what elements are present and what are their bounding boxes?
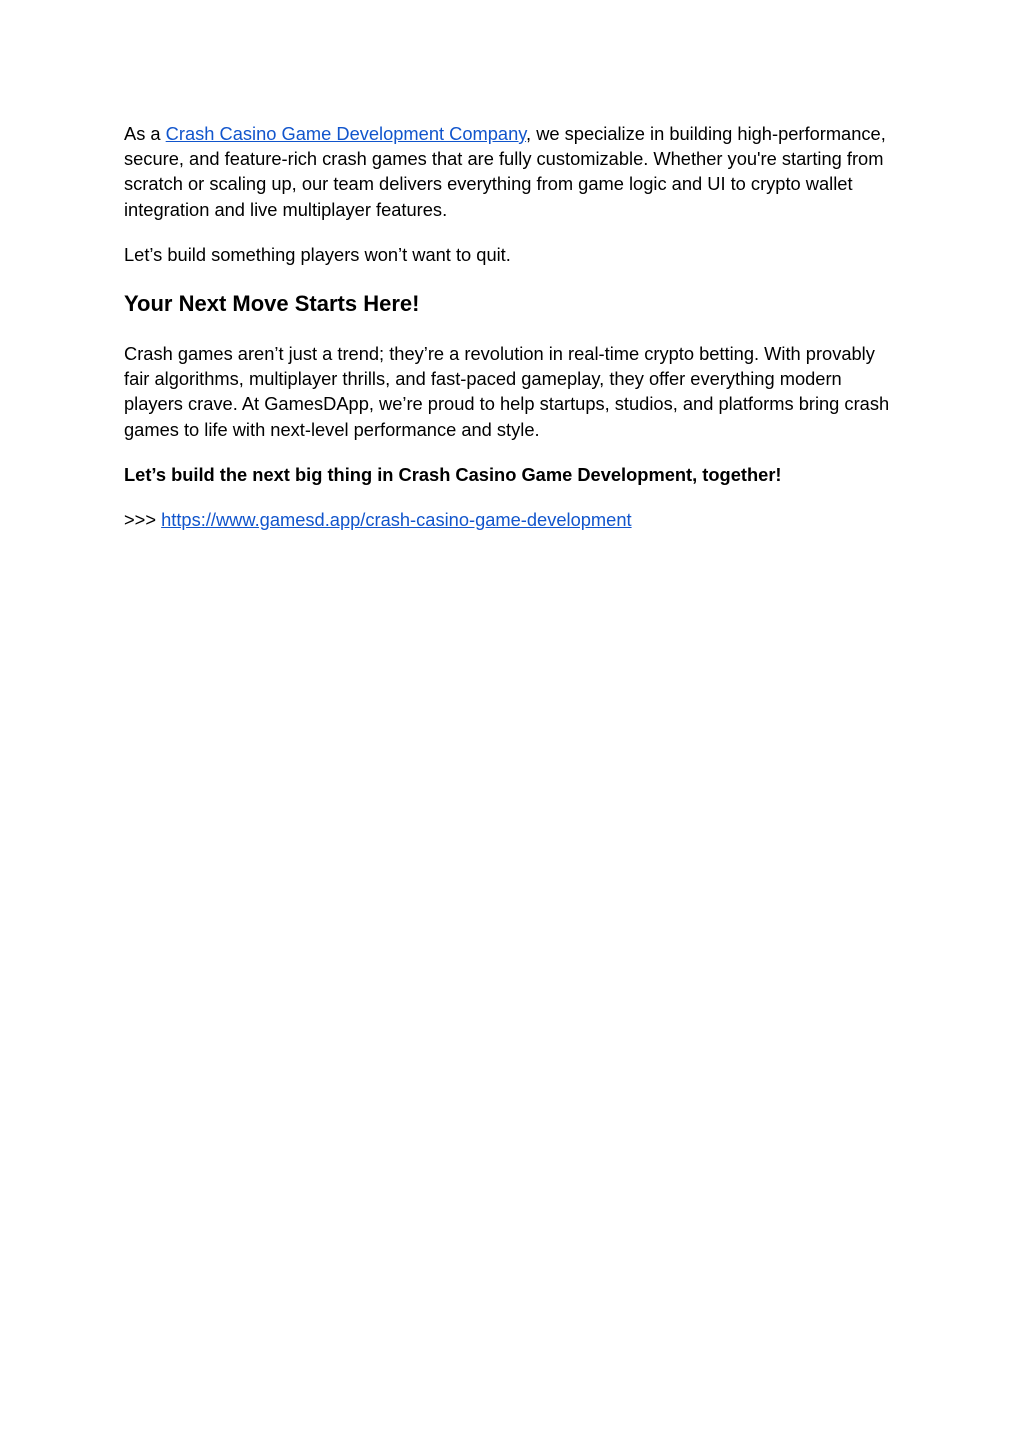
intro-paragraph	[124, 121, 904, 222]
footer-link-line	[124, 507, 904, 532]
closing-line: Let’s build something players won’t want to quit.	[124, 243, 511, 265]
body-paragraph: Crash games aren’t just a trend; they’re a revolution in real-time crypto betting. With provably fair algorithms, multiplayer thrills, and fast-paced gameplay, they offer everything modern players crave. At GamesDApp, we’re proud to help startups, studios, and platforms bring crash games to life with next-level performance and style.	[124, 343, 890, 440]
footer-link-prefix: >>>	[124, 509, 162, 531]
intro-suffix: , we specialize in building high-performance, secure, and feature-rich crash games that are fully customizable. Whether you're starting from scratch or scaling up, our team delivers everything from game logic and UI to crypto wallet integration and live multiplayer features.	[124, 123, 886, 220]
call-to-action-line: Let’s build the next big thing in Crash Casino Game Development, together!	[124, 463, 782, 485]
document-content	[124, 121, 904, 532]
section-heading: Your Next Move Starts Here!	[124, 291, 420, 317]
website-link[interactable]: https://www.gamesd.app/crash-casino-game-development	[161, 509, 632, 531]
intro-prefix: As a	[124, 123, 166, 144]
company-link[interactable]: Crash Casino Game Development Company	[165, 123, 527, 144]
